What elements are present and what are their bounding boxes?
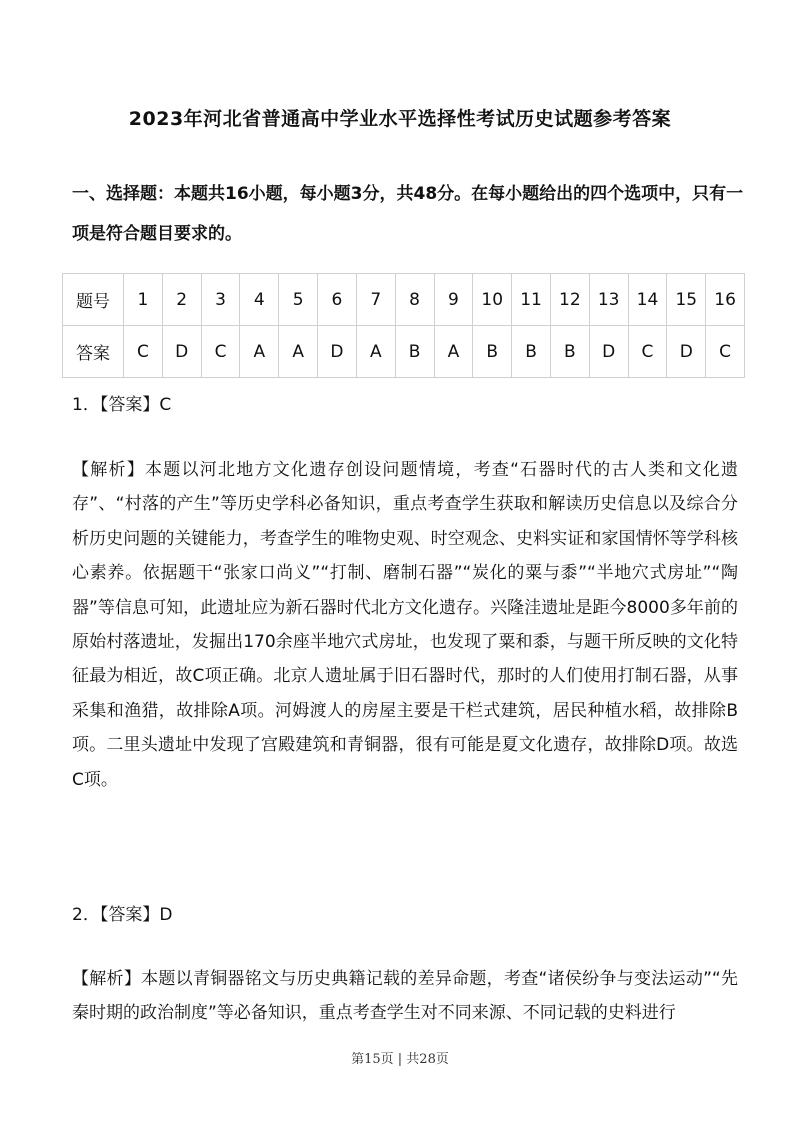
table-cell: C (628, 326, 667, 378)
question-1-answer: 1．【答案】C (72, 395, 172, 415)
answer-table (62, 273, 745, 378)
table-cell: 5 (279, 274, 318, 326)
page-title: 2023年河北省普通高中学业水平选择性考试历史试题参考答案 (128, 108, 672, 130)
table-cell: B (473, 326, 512, 378)
table-cell: B (512, 326, 551, 378)
table-cell: A (240, 326, 279, 378)
table-cell: 13 (589, 274, 628, 326)
table-cell: B (550, 326, 589, 378)
table-cell: 9 (434, 274, 473, 326)
table-cell: 8 (395, 274, 434, 326)
table-cell: 14 (628, 274, 667, 326)
table-cell: 4 (240, 274, 279, 326)
table-cell: 2 (162, 274, 201, 326)
table-cell: D (667, 326, 706, 378)
table-cell: C (706, 326, 745, 378)
table-cell: 15 (667, 274, 706, 326)
table-cell: D (162, 326, 201, 378)
table-row (63, 274, 745, 326)
section-heading: 一、选择题：本题共16小题，每小题3分，共48分。在每小题给出的四个选项中，只有一项是符合题目要求的。 (72, 184, 744, 244)
table-cell: B (395, 326, 434, 378)
page-footer: 第15页 | 共28页 (351, 1052, 449, 1067)
question-2-answer: 2．【答案】D (72, 905, 173, 925)
table-cell: 6 (318, 274, 357, 326)
table-row-label: 答案 (63, 326, 124, 378)
table-cell: 3 (201, 274, 240, 326)
table-cell: 16 (706, 274, 745, 326)
table-cell: D (318, 326, 357, 378)
table-cell: D (589, 326, 628, 378)
question-1-explanation: 【解析】本题以河北地方文化遗存创设问题情境，考查“石器时代的古人类和文化遗存”、“村落的产生”等历史学科必备知识，重点考查学生获取和解读历史信息以及综合分析历史问题的关键能力，考查学生的唯物史观、时空观念、史料实证和家国情怀等学科核心素养。依据题干“张家口尚义”“打制、磨制石器”“炭化的粟与黍”“半地穴式房址”“陶器”等信息可知，此遗址应为新石器时代北方文化遗存。兴隆洼遗址是距今8000多年前的原始村落遗址，发掘出170余座半地穴式房址，也发现了粟和黍，与题干所反映的文化特征最为相近，故C项正确。北京人遗址属于旧石器时代，那时的人们使用打制石器，从事采集和渔猎，故排除A项。河姆渡人的房屋主要是干栏式建筑，居民种植水稻，故排除B项。二里头遗址中发现了宫殿建筑和青铜器，很有可能是夏文化遗存，故排除D项。故选C项。 (72, 460, 738, 790)
table-cell: 1 (124, 274, 163, 326)
question-2-explanation: 【解析】本题以青铜器铭文与历史典籍记载的差异命题，考查“诸侯纷争与变法运动”“先秦时期的政治制度”等必备知识，重点考查学生对不同来源、不同记载的史料进行 (72, 969, 738, 1024)
table-cell: C (124, 326, 163, 378)
table-row (63, 326, 745, 378)
table-row-label: 题号 (63, 274, 124, 326)
table-cell: A (434, 326, 473, 378)
table-cell: C (201, 326, 240, 378)
table-cell: 7 (356, 274, 395, 326)
table-cell: A (356, 326, 395, 378)
table-cell: 11 (512, 274, 551, 326)
table-cell: 12 (550, 274, 589, 326)
table-cell: A (279, 326, 318, 378)
table-cell: 10 (473, 274, 512, 326)
